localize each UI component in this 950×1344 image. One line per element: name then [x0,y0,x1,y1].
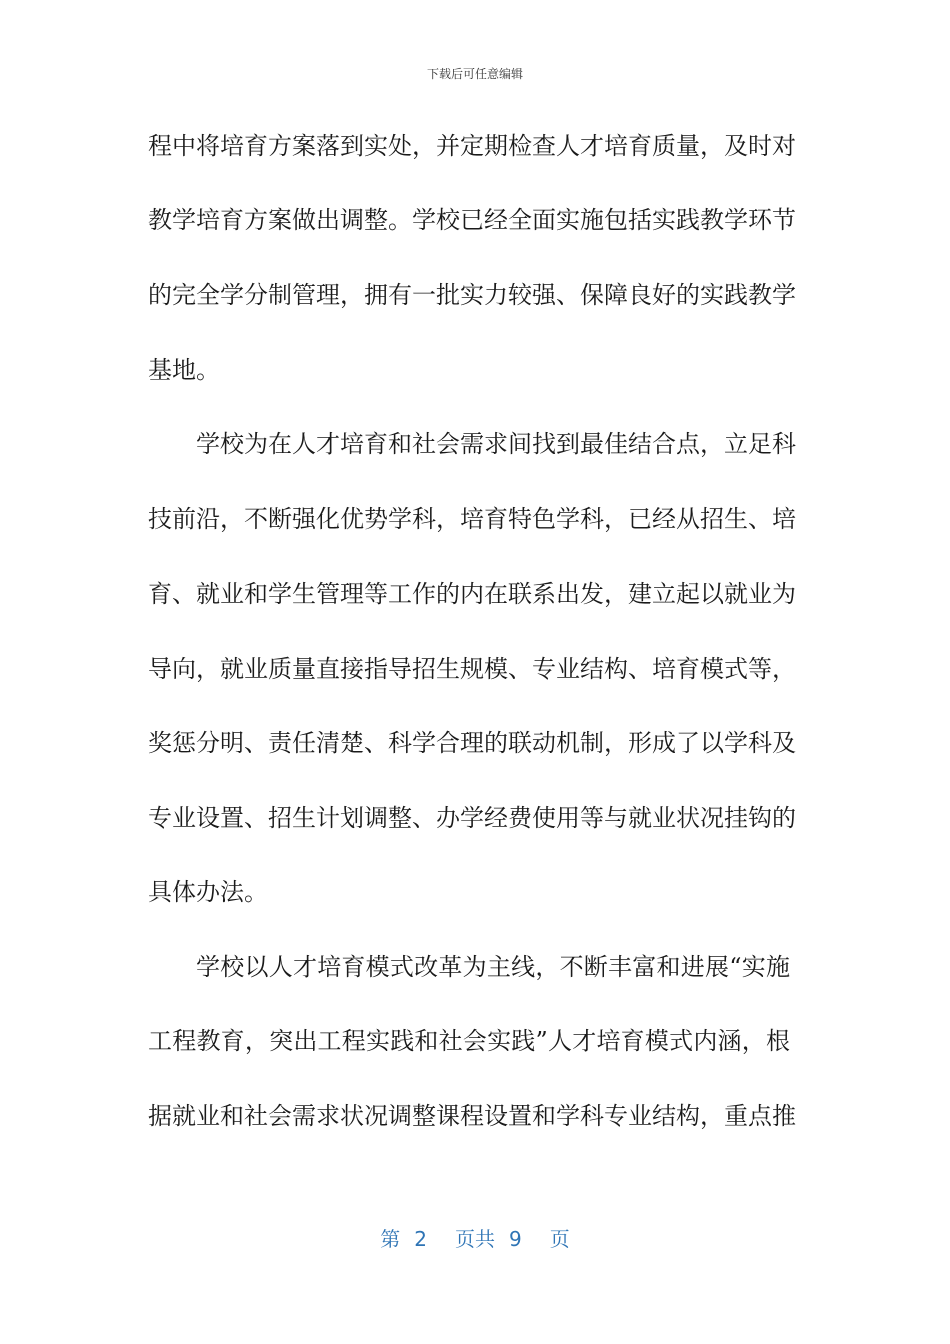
text-line: 工程教育，突出工程实践和社会实践”人才培育模式内涵，根 [148,1027,790,1055]
current-page-number: 2 [414,1227,427,1251]
text-line: 基地。 [148,356,220,384]
page-footer [0,1227,950,1251]
text-line: 技前沿，不断强化优势学科，培育特色学科，已经从招生、培 [148,505,796,533]
text-line: 据就业和社会需求状况调整课程设置和学科专业结构，重点推 [148,1102,796,1130]
text-line: 程中将培育方案落到实处，并定期检查人才培育质量，及时对 [148,132,796,160]
paragraph-first-line: 学校以人才培育模式改革为主线，不断丰富和进展“实施 [196,953,790,981]
text-line: 导向，就业质量直接指导招生规模、专业结构、培育模式等， [148,655,796,683]
footer-suffix: 页 [549,1227,570,1251]
total-page-number: 9 [509,1227,522,1251]
text-line: 奖惩分明、责任清楚、科学合理的联动机制，形成了以学科及 [148,729,796,757]
text-line: 教学培育方案做出调整。学校已经全面实施包括实践教学环节 [148,206,796,234]
text-line: 的完全学分制管理，拥有一批实力较强、保障良好的实践教学 [148,281,796,309]
footer-middle: 页共 [455,1227,495,1251]
text-line: 专业设置、招生计划调整、办学经费使用等与就业状况挂钩的 [148,804,796,832]
footer-prefix: 第 [380,1227,401,1251]
text-line: 具体办法。 [148,878,268,906]
text-line: 育、就业和学生管理等工作的内在联系出发，建立起以就业为 [148,580,796,608]
paragraph-first-line: 学校为在人才培育和社会需求间找到最佳结合点，立足科 [196,430,796,458]
page-header: 下载后可任意编辑 [426,67,523,81]
